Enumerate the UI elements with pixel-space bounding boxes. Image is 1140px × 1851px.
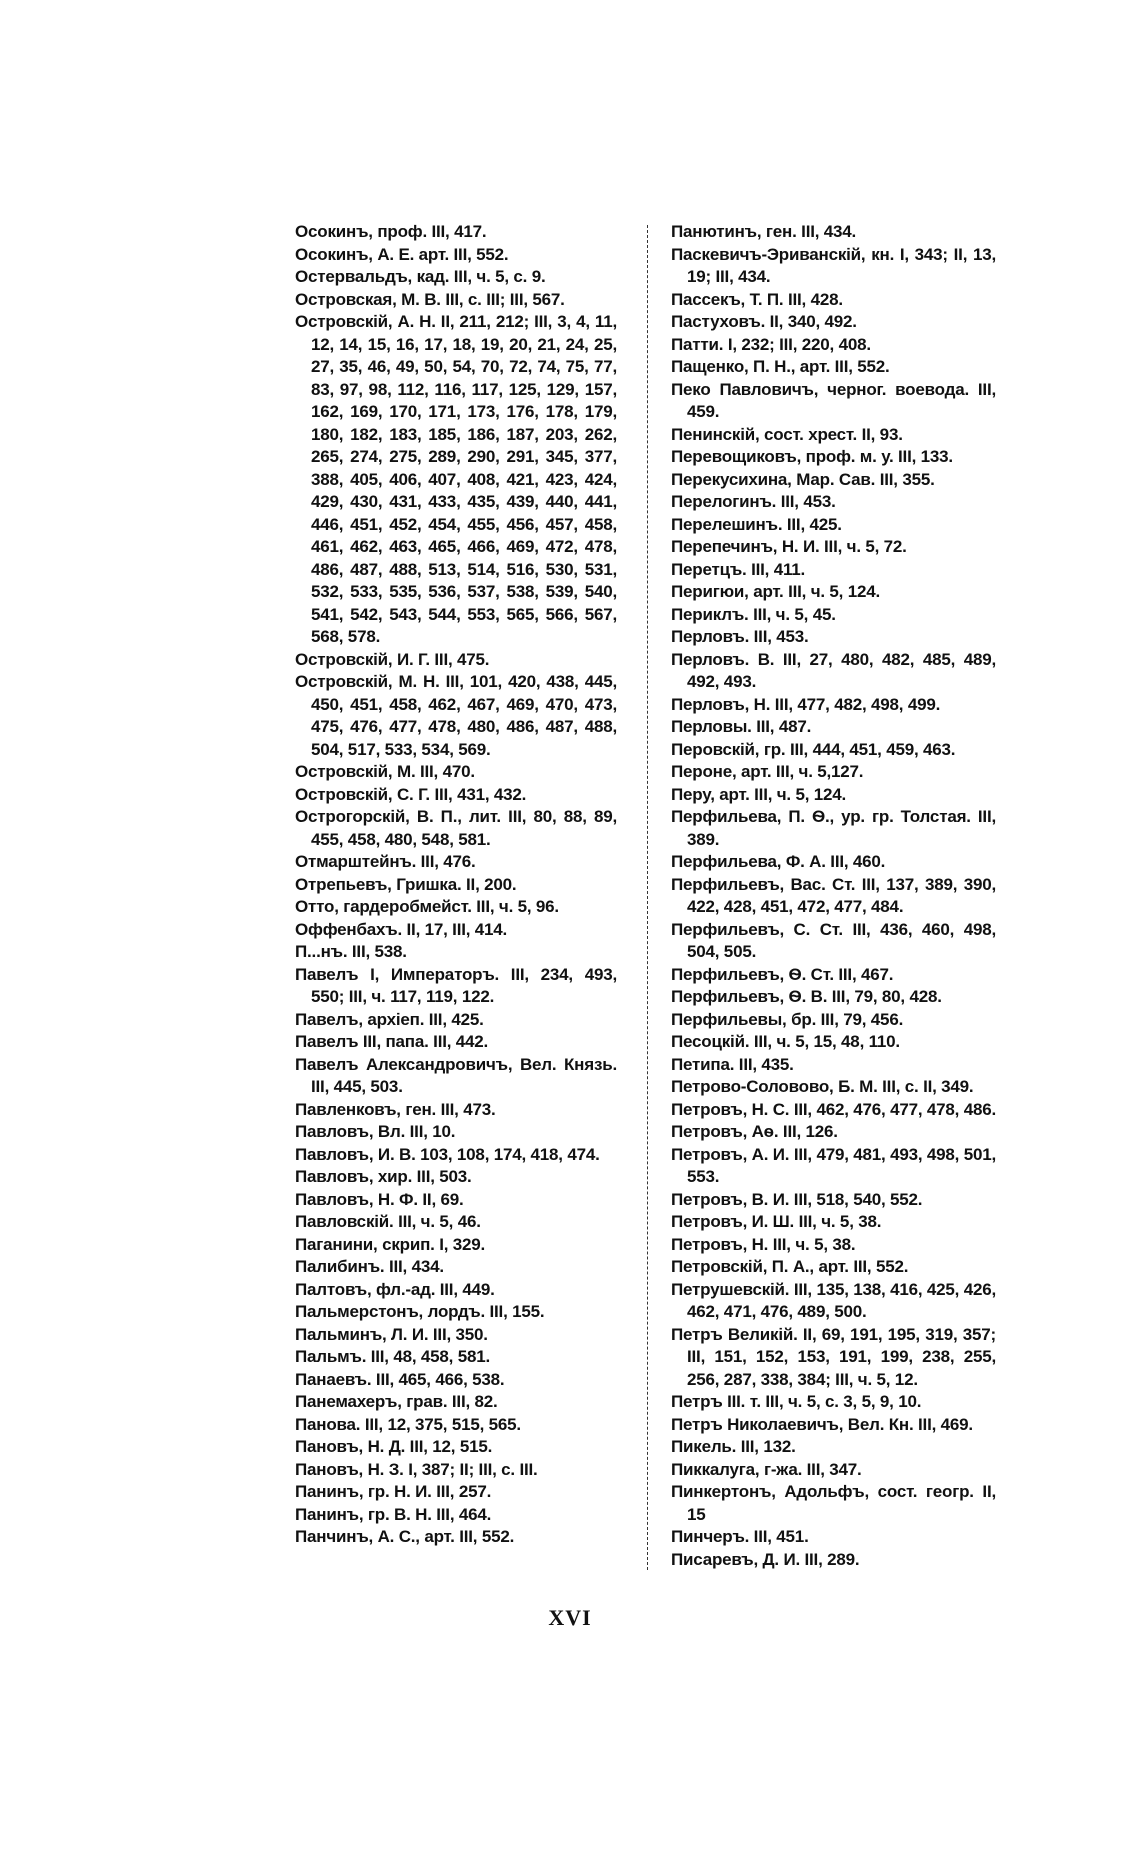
index-entry: Пановъ, Н. Д. III, 12, 515. — [295, 1437, 493, 1456]
index-entry: Островская, М. В. III, с. III; III, 567. — [295, 289, 565, 309]
index-column-right — [671, 221, 996, 1571]
index-entry: Панемахеръ, грав. III, 82. — [295, 1392, 498, 1411]
index-entry: Пенинскій, сост. хрест. II, 93. — [671, 424, 903, 444]
index-entry: Павловъ, хир. III, 503. — [295, 1167, 472, 1186]
index-entry: Петръ Великій. II, 69, 191, 195, 319, 357; III, 151, 152, 153, 191, 199, 238, 255, 256, 287, 338, 384; III, ч. 5, 12. — [671, 1324, 996, 1389]
index-entry: Островскій, М. Н. III, 101, 420, 438, 445, 450, 451, 458, 462, 467, 469, 470, 473, 475, 476, 477, 478, 480, 486, 487, 488, 504, 517, 533, 534, 569. — [295, 672, 617, 759]
index-entry: Перфильевъ, Вас. Ст. III, 137, 389, 390, 422, 428, 451, 472, 477, 484. — [671, 874, 996, 916]
index-entry: Оффенбахъ. II, 17, III, 414. — [295, 919, 508, 939]
index-entry: Отрепьевъ, Гришка. II, 200. — [295, 874, 517, 894]
index-entry: Павелъ, архіеп. III, 425. — [295, 1009, 484, 1029]
index-entry: Перфильевъ, С. Ст. III, 436, 460, 498, 504, 505. — [671, 919, 996, 961]
index-entry: Перетцъ. III, 411. — [671, 559, 806, 579]
index-entry: Пинкертонъ, Адольфъ, сост. геогр. II, 15 — [671, 1482, 996, 1524]
index-entry: Пальмерстонъ, лордъ. III, 155. — [295, 1302, 545, 1321]
index-entry: Павловъ, Вл. III, 10. — [295, 1122, 456, 1141]
index-entry: Перигюи, арт. III, ч. 5, 124. — [671, 582, 881, 601]
index-entry: Песоцкій. III, ч. 5, 15, 48, 110. — [671, 1032, 900, 1051]
index-entry: Панинъ, гр. Н. И. III, 257. — [295, 1482, 492, 1501]
index-entry: Петровъ, Н. С. III, 462, 476, 477, 478, 486. — [671, 1099, 996, 1119]
index-entry: Перекусихина, Мар. Сав. III, 355. — [671, 469, 935, 489]
index-entry: Пинчеръ. III, 451. — [671, 1527, 809, 1546]
index-entry: Палтовъ, фл.-ад. III, 449. — [295, 1279, 495, 1299]
index-entry: Осокинъ, проф. III, 417. — [295, 222, 487, 241]
index-entry: Перловъ. III, 453. — [671, 627, 809, 646]
index-entry: Петръ III. т. III, ч. 5, с. 3, 5, 9, 10. — [671, 1392, 922, 1411]
index-entry: Осокинъ, А. Е. арт. III, 552. — [295, 244, 509, 264]
index-entry: Панаевъ. III, 465, 466, 538. — [295, 1369, 505, 1389]
index-entry: Острогорскій, В. П., лит. III, 80, 88, 89, 455, 458, 480, 548, 581. — [295, 807, 617, 849]
index-entry: Отмарштейнъ. III, 476. — [295, 852, 476, 871]
index-entry: Перловы. III, 487. — [671, 717, 812, 736]
index-entry: Перелогинъ. III, 453. — [671, 492, 836, 511]
index-entry: Палибинъ. III, 434. — [295, 1257, 444, 1276]
index-entry: Писаревъ, Д. И. III, 289. — [671, 1549, 860, 1569]
index-entry: Периклъ. III, ч. 5, 45. — [671, 604, 836, 624]
index-entry: Островскій, М. III, 470. — [295, 762, 475, 781]
index-entry: Петровъ, Аѳ. III, 126. — [671, 1122, 838, 1141]
index-entry: Петровъ, В. И. III, 518, 540, 552. — [671, 1189, 923, 1209]
index-entry: Патти. I, 232; III, 220, 408. — [671, 334, 871, 354]
index-entry: Петрово-Соловово, Б. М. III, с. II, 349. — [671, 1077, 974, 1096]
index-entry: Петипа. III, 435. — [671, 1054, 794, 1074]
index-entry: Перовскій, гр. III, 444, 451, 459, 463. — [671, 739, 956, 759]
index-entry: Перелешинъ. III, 425. — [671, 514, 842, 534]
page-number: XVI — [548, 1605, 592, 1630]
index-entry: Панова. III, 12, 375, 515, 565. — [295, 1414, 521, 1434]
index-entry: Панчинъ, А. С., арт. III, 552. — [295, 1527, 515, 1546]
index-entry: Пиккалуга, г-жа. III, 347. — [671, 1459, 862, 1479]
index-entry: Пикель. III, 132. — [671, 1437, 796, 1456]
index-entry: Пероне, арт. III, ч. 5,127. — [671, 762, 864, 781]
index-entry: Перу, арт. III, ч. 5, 124. — [671, 784, 847, 804]
index-entry: Пановъ, Н. З. I, 387; II; III, с. III. — [295, 1459, 538, 1479]
index-entry: Паскевичъ-Эриванскій, кн. I, 343; II, 13, 19; III, 434. — [671, 244, 996, 286]
index-entry: Перфильевы, бр. III, 79, 456. — [671, 1009, 904, 1029]
index-entry: Павелъ III, папа. III, 442. — [295, 1032, 489, 1051]
index-entry: Петровскій, П. А., арт. III, 552. — [671, 1257, 909, 1276]
index-entry: Перловъ. В. III, 27, 480, 482, 485, 489, 492, 493. — [671, 649, 996, 691]
index-column-left — [295, 221, 617, 1549]
index-entry: Пальмъ. III, 48, 458, 581. — [295, 1347, 491, 1366]
index-entry: Павловъ, И. В. 103, 108, 174, 418, 474. — [295, 1144, 600, 1164]
index-entry: Перловъ, Н. III, 477, 482, 498, 499. — [671, 694, 941, 714]
index-entry: Павловскій. III, ч. 5, 46. — [295, 1212, 481, 1231]
index-entry: Петръ Николаевичъ, Вел. Кн. III, 469. — [671, 1414, 973, 1434]
index-entry: Пеко Павловичъ, черног. воевода. III, 459. — [671, 379, 996, 421]
index-entry: Павловъ, Н. Ф. II, 69. — [295, 1189, 464, 1209]
index-entry: Паганини, скрип. I, 329. — [295, 1234, 486, 1254]
index-entry: Перфильева, Ф. А. III, 460. — [671, 852, 886, 871]
index-entry: Пальминъ, Л. И. III, 350. — [295, 1324, 488, 1344]
index-entry: Остервальдъ, кад. III, ч. 5, с. 9. — [295, 267, 546, 286]
index-entry: Пассекъ, Т. П. III, 428. — [671, 289, 843, 309]
index-entry: Павелъ I, Императоръ. III, 234, 493, 550; III, ч. 117, 119, 122. — [295, 964, 617, 1006]
index-entry: Пастуховъ. II, 340, 492. — [671, 312, 857, 331]
index-entry: Островскій, С. Г. III, 431, 432. — [295, 784, 527, 804]
index-entry: Павленковъ, ген. III, 473. — [295, 1099, 496, 1119]
index-entry: Перфильевъ, Ѳ. Ст. III, 467. — [671, 964, 894, 984]
index-entry: Перевощиковъ, проф. м. у. III, 133. — [671, 447, 953, 466]
index-entry: Перепечинъ, Н. И. III, ч. 5, 72. — [671, 537, 907, 556]
index-entry: Отто, гардеробмейст. III, ч. 5, 96. — [295, 897, 559, 916]
index-entry: Перфильевъ, Ѳ. В. III, 79, 80, 428. — [671, 987, 942, 1006]
index-entry: Перфильева, П. Ѳ., ур. гр. Толстая. III, 389. — [671, 807, 996, 849]
index-entry: Петрушевскій. III, 135, 138, 416, 425, 426, 462, 471, 476, 489, 500. — [671, 1279, 996, 1321]
index-entry: Павелъ Александровичъ, Вел. Князь. III, 445, 503. — [295, 1054, 617, 1096]
index-entry: Панинъ, гр. В. Н. III, 464. — [295, 1504, 492, 1524]
index-entry: Петровъ, И. Ш. III, ч. 5, 38. — [671, 1212, 882, 1231]
index-entry: Островскій, А. Н. II, 211, 212; III, 3, 4, 11, 12, 14, 15, 16, 17, 18, 19, 20, 21, 24, 25, 27, 35, 46, 49, 50, 54, 70, 72, 74, 75, 77, 83, 97, 98, 112, 116, 117, 125, 129, 157, 162, 169, 170, 171, 173, 176, 178, 179, 180, 182, 183, 185, 186, 187, 203, 262, 265, 274, 275, 289, 290, 291, 345, 377, 388, 405, 406, 407, 408, 421, 423, 424, 429, 430, 431, 433, 435, 439, 440, 441, 446, 451, 452, 454, 455, 456, 457, 458, 461, 462, 463, 465, 466, 469, 472, 478, 486, 487, 488, 513, 514, 516, 530, 531, 532, 533, 535, 536, 537, 538, 539, 540, 541, 542, 543, 544, 553, 565, 566, 567, 568, 578. — [295, 312, 617, 646]
index-entry: Пащенко, П. Н., арт. III, 552. — [671, 357, 890, 376]
index-entry: Островскій, И. Г. III, 475. — [295, 649, 490, 669]
column-divider — [647, 225, 648, 1570]
index-entry: П...нъ. III, 538. — [295, 942, 407, 961]
index-entry: Петровъ, А. И. III, 479, 481, 493, 498, 501, 553. — [671, 1144, 996, 1186]
index-entry: Панютинъ, ген. III, 434. — [671, 222, 857, 241]
index-entry: Петровъ, Н. III, ч. 5, 38. — [671, 1234, 856, 1254]
